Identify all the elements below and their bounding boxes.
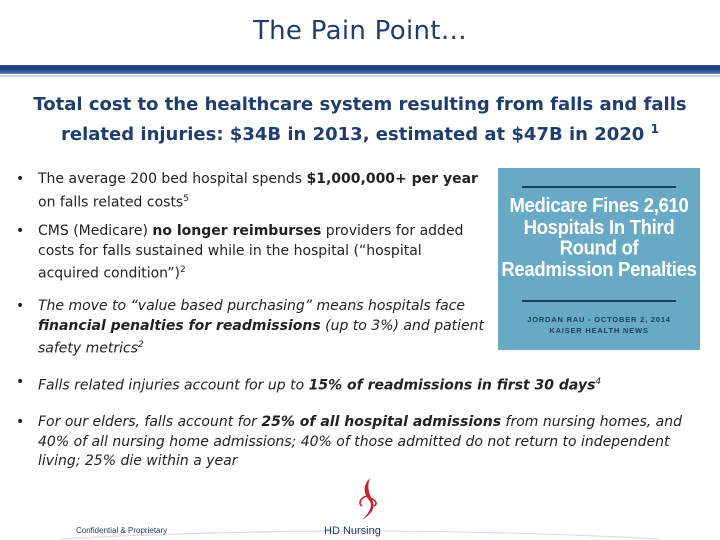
footer-brand-name: HD Nursing — [324, 525, 381, 537]
bullet-hospital-spend — [16, 170, 498, 213]
footnote-ref: 2 — [138, 340, 144, 350]
news-headline-image — [498, 168, 700, 350]
footnote-ref: 2 — [180, 265, 186, 275]
bullet-marker: • — [16, 171, 25, 187]
bullet-marker: • — [16, 223, 25, 239]
title-divider-bar — [0, 65, 720, 74]
bullet-readmissions — [16, 373, 706, 396]
news-headline: Medicare Fines 2,610 Hospitals In Third Round of Readmission Penalties — [501, 193, 697, 280]
title-divider-thin — [0, 75, 720, 77]
bullet-text: The move to “value based purchasing” means hospitals face financial penalties for readmissions (up to 3%) and patient safety metrics$^2$ — [38, 298, 485, 357]
bullet-text: For our elders, falls account for 25% of all hospital admissions from nursing homes, and 40% of all nursing home admissions; 40% of those admitted do not return to independent living; 25% die within a year — [38, 414, 682, 469]
bullet-cms-reimbursement — [16, 222, 484, 284]
subtitle-footnote-ref: 1 — [650, 122, 659, 136]
footer-confidential: Confidential & Proprietary — [76, 526, 168, 535]
slide-subtitle — [20, 92, 700, 147]
footnote-ref: 4 — [595, 377, 602, 387]
bullet-emphasis: $1,000,000+ per year — [306, 171, 478, 187]
footnote-ref: 5 — [183, 193, 189, 204]
slide-title: The Pain Point… — [252, 16, 468, 46]
news-byline: JORDAN RAU - OCTOBER 2, 2014 KAISER HEALTH NEWS — [527, 315, 671, 335]
subtitle-line-2: related injuries: $34B in 2013, estimated at $47B in 2020 — [61, 124, 645, 145]
news-middle-rule — [522, 300, 676, 302]
bullet-value-based-purchasing — [16, 297, 494, 359]
bullet-emphasis: 25% of all hospital admissions — [261, 414, 502, 430]
bullet-text: The average 200 bed hospital spends $1,000,000+ per year on falls related costs$^5$ — [38, 171, 478, 211]
bullet-marker: • — [16, 374, 25, 390]
bullet-marker: • — [16, 298, 25, 314]
bullet-text: CMS (Medicare) no longer reimburses providers for added costs for falls sustained while in the hospital (“hospital acquired condition”)$^2$ — [38, 223, 464, 282]
news-top-rule — [522, 186, 676, 188]
bullet-emphasis: 15% of readmissions in first 30 days — [308, 377, 596, 394]
bullet-text: Falls related injuries account for up to 15% of readmissions in first 30 days$^4$ — [38, 377, 602, 394]
bullet-emphasis: financial penalties for readmissions — [38, 317, 321, 334]
bullet-elders-admissions — [16, 413, 706, 472]
hd-nursing-logo-icon — [356, 476, 380, 526]
bullet-marker: • — [16, 414, 25, 430]
bullet-emphasis: no longer reimburses — [152, 223, 322, 239]
subtitle-line-1: Total cost to the healthcare system resulting from falls and falls — [33, 94, 687, 115]
